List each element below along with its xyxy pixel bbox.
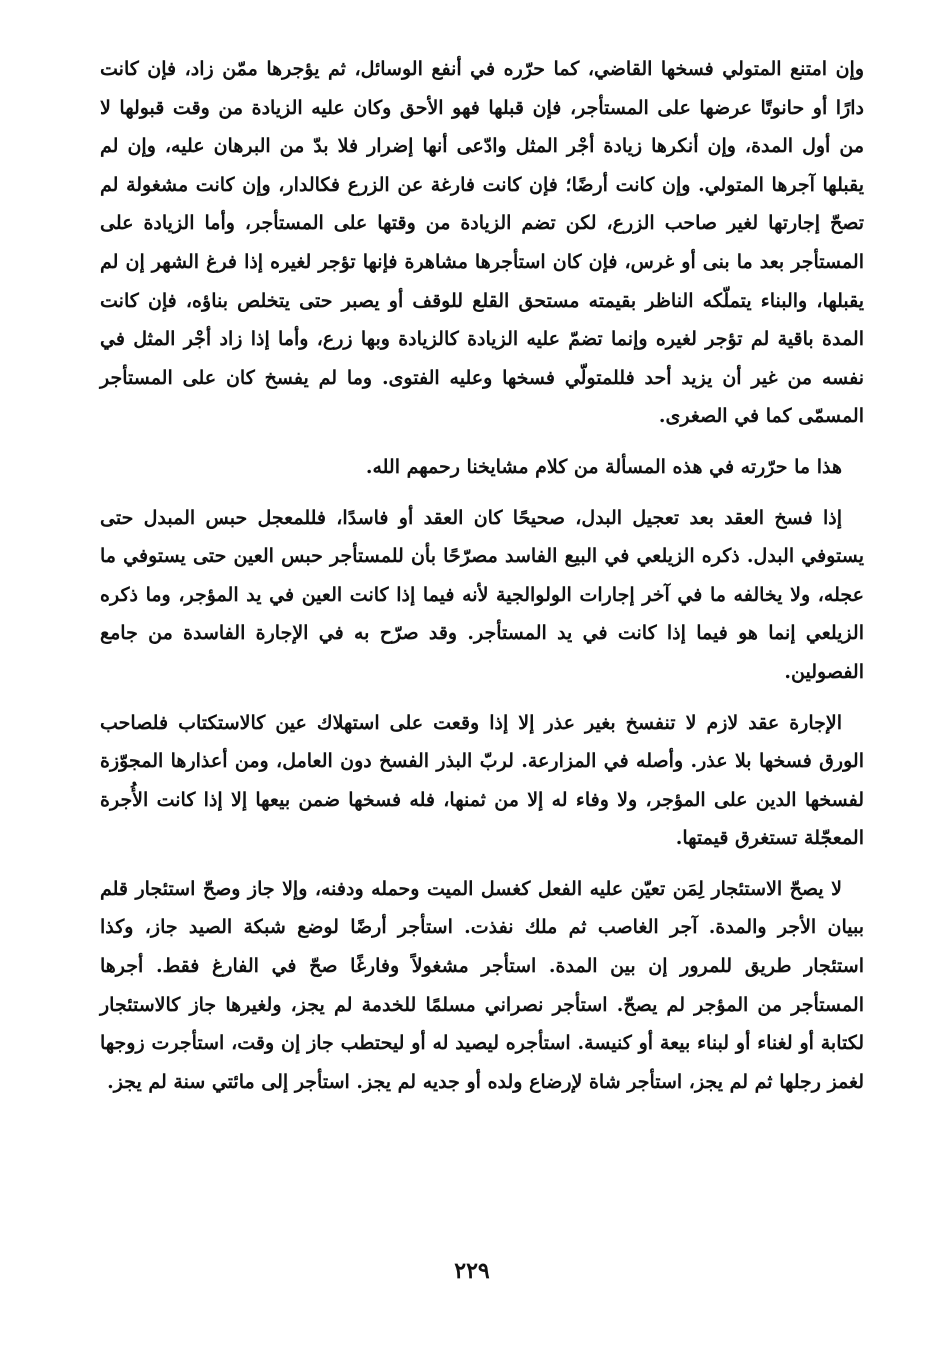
paragraph-author-note: هذا ما حرّرته في هذه المسألة من كلام مشايخنا رحمهم الله. [365, 455, 842, 478]
paragraph-binding-lease: الإجارة عقد لازم لا تنفسخ بغير عذر إلا إذا وقعت على استهلاك عين كالاستكتاب فلصاحب الورق فسخها بلا عذر. وأصله في المزارعة. لربّ البذر الفسخ دون العامل، ومن أعذارها المجوّزة لفسخها الدين على المؤجر، ولا وفاء له إلا من ثمنها، فله فسخها ضمن بيعها إلا إذا كانت الأُجرة المعجّلة تستغرق قيمتها. [100, 711, 864, 850]
page-number: ٢٢٩ [454, 1258, 490, 1284]
paragraph-contract-cancellation: إذا فسخ العقد بعد تعجيل البدل، صحيحًا كان العقد أو فاسدًا، فللمعجل حبس المبدل حتى يستوفي البدل. ذكره الزيلعي في البيع الفاسد مصرّحًا بأن للمستأجر حبس العين حتى يستوفي ما عجله، ولا يخالفه ما في آخر إجارات الولوالجية لأنه فيما إذا كانت العين في يد المؤجر، وما ذكره الزيلعي إنما هو فيما إذا كانت في يد المستأجر. وقد صرّح به في الإجارة الفاسدة من جامع الفصولين. [100, 506, 864, 683]
paragraph-waqf-lease-increase: وإن امتنع المتولي فسخها القاضي، كما حرّره في أنفع الوسائل، ثم يؤجرها ممّن زاد، فإن كانت دارًا أو حانوتًا عرضها على المستأجر، فإن قبلها فهو الأحق وكان عليه الزيادة من وقت قبولها لا من أول المدة، وإن أنكرها زيادة أجْر المثل وادّعى أنها إضرار فلا بدّ من البرهان عليه، وإن لم يقبلها آجرها المتولي. وإن كانت أرضًا؛ فإن كانت فارغة عن الزرع فكالدار، وإن كانت مشغولة لم تصحّ إجارتها لغير صاحب الزرع، لكن تضم الزيادة من وقتها على المستأجر، وأما الزيادة على المستأجر بعد ما بنى أو غرس، فإن كان استأجرها مشاهرة فإنها تؤجر لغيره إذا فرغ الشهر إن لم يقبلها، والبناء يتملّكه الناظر بقيمته مستحق القلع للوقف أو يصبر حتى يتخلص بناؤه، فإن كانت المدة باقية لم تؤجر لغيره وإنما تضمّ عليه الزيادة كالزيادة وبها زرع، وأما إذا زاد أجْر المثل في نفسه من غير أن يزيد أحد فللمتولّي فسخها وعليه الفتوى. وما لم يفسخ كان على المستأجر المسمّى كما في الصغرى. [100, 58, 864, 428]
paragraph-invalid-hiring: لا يصحّ الاستئجار لِمَن تعيّن عليه الفعل كغسل الميت وحمله ودفنه، وإلا جاز وصحّ استئجار قلم ببيان الأجر والمدة. آجر الغاصب ثم ملك نفذت. استأجر أرضًا لوضع شبكة الصيد جاز، وكذا استئجار طريق للمرور إن بين المدة. استأجر مشغولاً وفارغًا صحّ في الفارغ فقط. أجرها المستأجر من المؤجر لم يصحّ. استأجر نصراني مسلمًا للخدمة لم يجز، ولغيرها جاز كالاستئجار لكتابة أو لغناء أو لبناء بيعة أو كنيسة. استأجره ليصيد له أو ليحتطب جاز إن وقت، استأجرت زوجها لغمز رجلها ثم لم يجز، استأجر شاة لإرضاع ولده أو جديه لم يجز. استأجر إلى مائتي سنة لم يجز. [100, 877, 864, 1093]
page-body [100, 50, 864, 1113]
